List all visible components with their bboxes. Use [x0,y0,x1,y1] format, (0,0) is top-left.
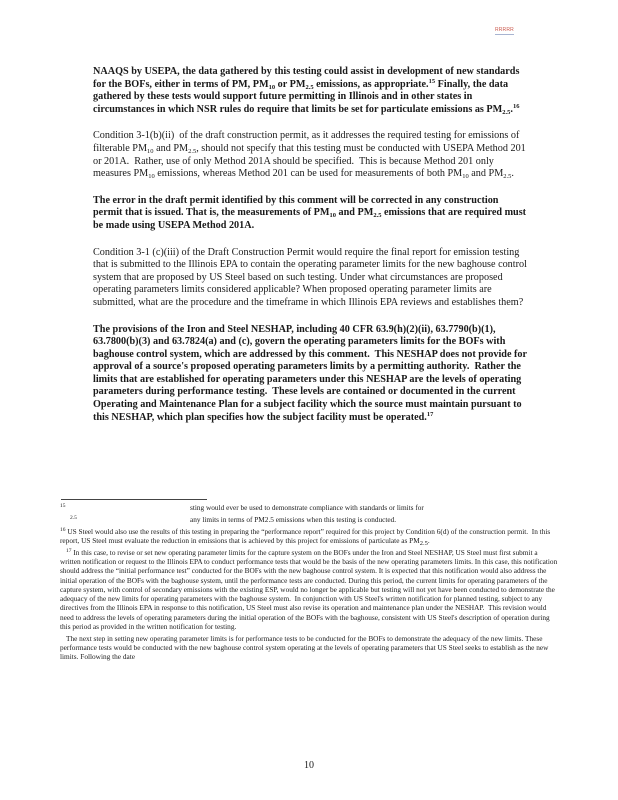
footnote-16 [60,527,560,546]
footnote-partial-2 [60,515,560,524]
corner-stamp: RRRRR [494,27,514,33]
footnote-text: sting would ever be used to demonstrate compliance with standards or limits for [190,503,424,512]
paragraph-5: The provisions of the Iron and Steel NESHAP, including 40 CFR 63.9(h)(2)(ii), 63.7790(b)(1), 63.7800(b)(3) and 63.7824(a) and (c), govern the operating parameters limits for the BOFs with baghouse control system, which are addressed by this comment. This NESHAP does not provide for approval of a source's proposed operating parameters limits by a permitting authority. Rather the limits that are established for operating parameters under this NESHAP are the levels of operating parameters during performance testing. These levels are contained or documented in the current Operating and Maintenance Plan for a subject facility which the source must maintain pursuant to this NESHAP, which plan specifies how the subject facility must be operated.$^{17}$ [93,323,527,423]
footnote-text: In this case, to revise or set new operating parameter limits for the capture system on the BOFs under the Iron and Steel NESHAP, US Steel must first submit a written notification or request to the Illinois EPA to conduct performance tests that would be the basis of the new operating parameters limits. In this case, this notification should address the “initial performance test” conducted for the BOFs with the new baghouse control system. It is expected that this notification would also address the initial operation of the BOFs with the baghouse system, until the performance tests are conducted. During this period, the current limits for operating parameters of the capture system, with control of secondary emissions with the existing ESP, would no longer be applicable but testing will not yet have been conducted to demonstrate the adequacy of the new limits for operating parameters with the baghouse system. In conjunction with US Steel's written notification for planned testing, subject to any directives from the Illinois EPA in response to this notification, US Steel must also revise its operation and maintenance plan under the NESHAP. This revision would need to address the levels of operating parameters during the initial operation of the BOFs with the baghouse, consistent with US Steel's description of operation during this period as provided in the written notification for testing. [60,547,558,632]
paragraph-4: Condition 3-1 (c)(iii) of the Draft Construction Permit would require the final report for emission testing that is submitted to the Illinois EPA to contain the operating parameter limits for the new baghouse control system that are proposed by US Steel based on such testing. Under what circumstances are proposed operating parameters limits considered applicable? When proposed operating parameter limits are submitted, what are the procedure and the timeframe in which Illinois EPA reviews and establishes them? [93,246,527,308]
footnote-separator [61,499,207,500]
footnote-text: The next step in setting new operating parameter limits is for performance tests to be conducted for the BOFs to demonstrate the adequacy of the new limits. These performance tests would be conducted with the new baghouse control system operating at the levels of operating parameters that US Steel seeks to establish as the new limits. Following the date [60,633,549,662]
footnote-number: 17 [66,547,72,554]
footnote-number: 16 [60,526,66,533]
footnote-text: US Steel would also use the results of this testing in preparing the “performance report” required for this project by Condition 6(d) of the construction permit. In this report, US Steel must evaluate the reduction in emissions that is achieved by this project for emissions of particulate as $PM_{2.5}$. [60,526,551,547]
footnote-partial-1 [60,503,560,512]
footnote-number: 15 [60,503,66,509]
footnote-17 [60,548,560,632]
paragraph-3: The error in the draft permit identified by this comment will be corrected in any construction permit that is issued. That is, the measurements of $PM_{10}$ and $PM_{2.5}$ emissions that are required must be made using USEPA Method 201A. [93,194,527,231]
footnote-text: any limits in terms of PM2.5 emissions when this testing is conducted. [190,514,397,524]
paragraph-2: Condition 3-1(b)(ii) of the draft construction permit, as it addresses the required testing for emissions of filterable $PM_{10}$ and $PM_{2.5}$, should not specify that this testing must be conducted with USEPA Method 201 or 201A. Rather, use of only Method 201A should be specified. This is because Method 201 only measures $PM_{10}$ emissions, whereas Method 201 can be used for measurements of both $PM_{10}$ and $PM_{2.5}$. [93,130,526,181]
footnote-17-continued [60,634,560,662]
footnote-number: 2.5 [70,514,77,521]
page-number: 10 [304,760,314,771]
body-text [93,66,529,438]
paragraph-1: NAAQS by USEPA, the data gathered by this testing could assist in development of new standards for the BOFs, either in terms of PM, $PM_{10}$ or $PM_{2.5}$ emissions, as appropriate.$^{15}$ Finally, the data gathered by these tests would support future permitting in Illinois and in other states in circumstances in which NSR rules do require that limits be set for particulate emissions as $PM_{2.5}.^{16}$ [93,66,520,116]
footnotes [60,503,560,664]
